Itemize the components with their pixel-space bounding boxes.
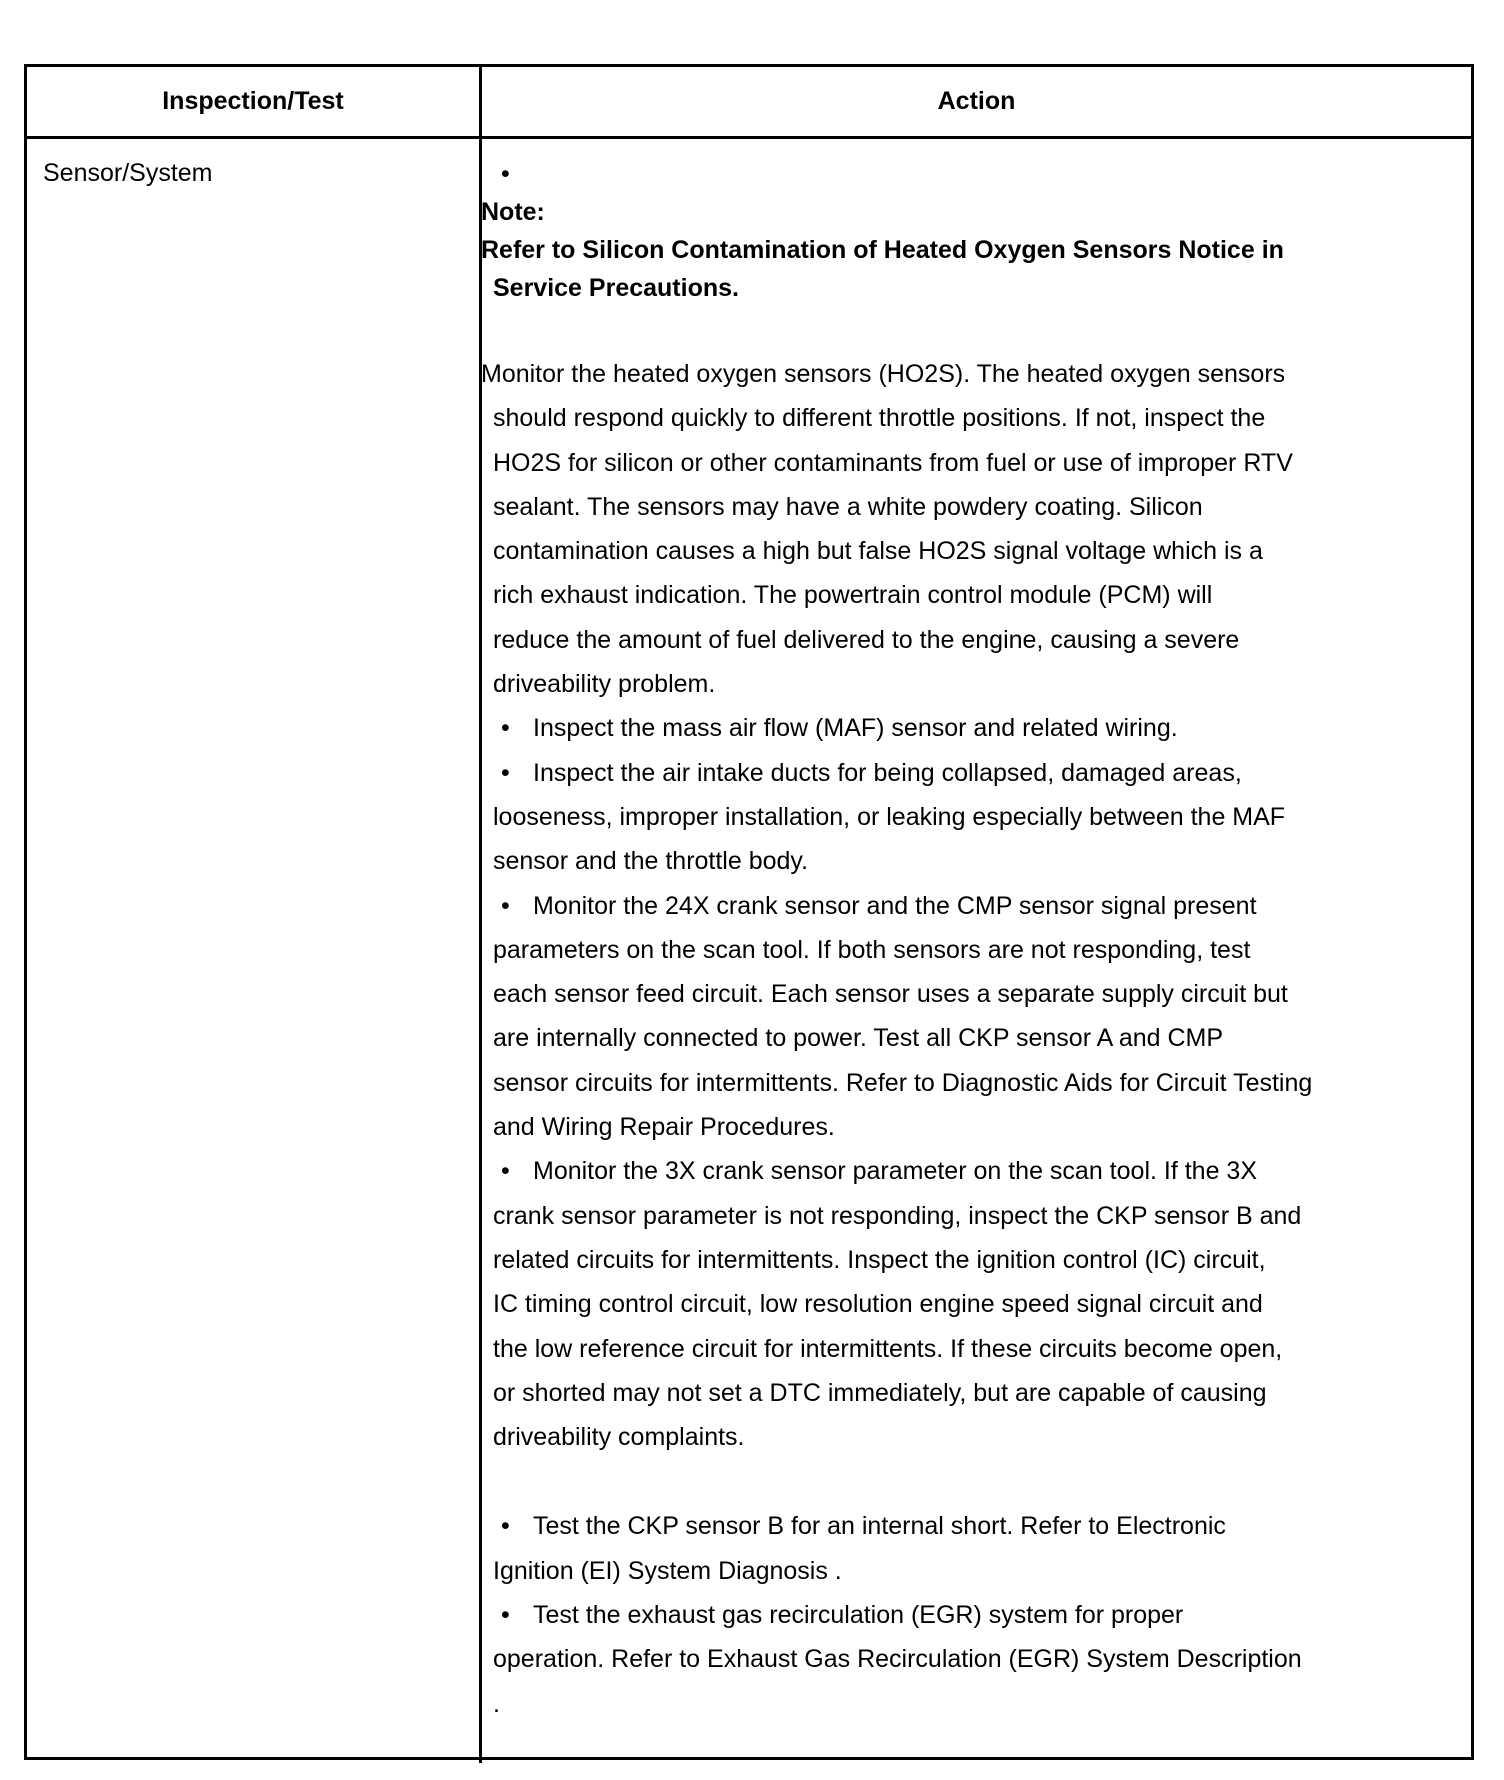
line-text: HO2S for silicon or other contaminants from fuel or use of improper RTV: [493, 448, 1293, 477]
line-text: should respond quickly to different throttle positions. If not, inspect the: [493, 404, 1266, 433]
line-text: looseness, improper installation, or leaking especially between the MAF: [493, 802, 1286, 831]
action-text-line: [481, 1637, 1471, 1681]
inspection-table: [24, 64, 1474, 1760]
header-divider: [27, 136, 1471, 139]
bullet-icon: •: [501, 1601, 510, 1630]
line-text: contamination causes a high but false HO2S signal voltage which is a: [493, 537, 1263, 566]
action-text-line: [481, 485, 1471, 529]
action-text-line: [481, 928, 1471, 972]
inspection-cell: Sensor/System: [43, 159, 213, 187]
line-text: Inspect the mass air flow (MAF) sensor and related wiring.: [533, 714, 1178, 743]
line-text: crank sensor parameter is not responding, inspect the CKP sensor B and: [493, 1201, 1302, 1230]
line-text: driveability complaints.: [493, 1423, 745, 1452]
line-text: reduce the amount of fuel delivered to the engine, causing a severe: [493, 625, 1240, 654]
bullet-icon: •: [501, 714, 510, 743]
bullet-line: [481, 1504, 1471, 1548]
line-text: are internally connected to power. Test all CKP sensor A and CMP: [493, 1024, 1224, 1053]
bullet-icon: •: [501, 1512, 510, 1541]
action-text-line: [481, 1238, 1471, 1282]
line-text: Inspect the air intake ducts for being collapsed, damaged areas,: [533, 758, 1242, 787]
bullet-line: [481, 155, 1471, 193]
action-text-line: [481, 352, 1471, 396]
line-text: Monitor the heated oxygen sensors (HO2S). The heated oxygen sensors: [481, 360, 1286, 388]
action-text-line: [481, 396, 1471, 440]
bullet-line: [481, 751, 1471, 795]
line-text: Monitor the 3X crank sensor parameter on the scan tool. If the 3X: [533, 1157, 1257, 1186]
bullet-icon: •: [501, 1157, 510, 1186]
line-text: operation. Refer to Exhaust Gas Recirculation (EGR) System Description: [493, 1645, 1302, 1674]
action-text-line: [481, 972, 1471, 1016]
action-text-line: [481, 662, 1471, 706]
bullet-icon: •: [501, 891, 510, 920]
line-text: Service Precautions.: [493, 274, 739, 302]
action-text-line: [481, 1105, 1471, 1149]
line-text: each sensor feed circuit. Each sensor uses a separate supply circuit but: [493, 980, 1288, 1009]
bullet-icon: •: [501, 758, 510, 787]
line-text: .: [493, 1689, 500, 1718]
action-text-line: [481, 1459, 1471, 1504]
note-line: [481, 231, 1471, 269]
action-text-line: [481, 1549, 1471, 1593]
note-line: [481, 193, 1471, 231]
action-text-line: [481, 839, 1471, 883]
line-text: Ignition (EI) System Diagnosis .: [493, 1556, 842, 1585]
line-text: driveability problem.: [493, 670, 716, 699]
line-text: Note:: [481, 198, 545, 226]
action-text-line: [481, 1282, 1471, 1326]
line-text: and Wiring Repair Procedures.: [493, 1113, 835, 1142]
note-line: [481, 269, 1471, 307]
action-text-line: [481, 1016, 1471, 1060]
action-text-line: [481, 573, 1471, 617]
header-inspection-test: Inspection/Test: [162, 87, 344, 115]
action-text-line: [481, 1682, 1471, 1726]
action-text-line: [481, 441, 1471, 485]
line-text: Test the exhaust gas recirculation (EGR) system for proper: [533, 1601, 1184, 1630]
action-cell: [481, 155, 1471, 1726]
line-text: the low reference circuit for intermittents. If these circuits become open,: [493, 1334, 1283, 1363]
line-text: sensor and the throttle body.: [493, 847, 809, 876]
line-text: rich exhaust indication. The powertrain control module (PCM) will: [493, 581, 1213, 610]
action-text-line: [481, 1194, 1471, 1238]
action-text-line: [481, 618, 1471, 662]
action-text-line: [481, 1371, 1471, 1415]
line-text: sealant. The sensors may have a white powdery coating. Silicon: [493, 492, 1203, 521]
action-text-line: [481, 529, 1471, 573]
action-text-line: [481, 307, 1471, 352]
bullet-line: [481, 1593, 1471, 1637]
line-text: Refer to Silicon Contamination of Heated Oxygen Sensors Notice in: [481, 236, 1284, 264]
line-text: parameters on the scan tool. If both sensors are not responding, test: [493, 935, 1251, 964]
line-text: sensor circuits for intermittents. Refer to Diagnostic Aids for Circuit Testing: [493, 1068, 1313, 1097]
line-text: Test the CKP sensor B for an internal short. Refer to Electronic: [533, 1512, 1226, 1541]
bullet-icon: •: [501, 160, 510, 188]
action-text-line: [481, 1415, 1471, 1459]
bullet-line: [481, 706, 1471, 750]
action-text-line: [481, 1061, 1471, 1105]
action-text-line: [481, 795, 1471, 839]
header-action: Action: [937, 87, 1016, 115]
bullet-line: [481, 884, 1471, 928]
line-text: or shorted may not set a DTC immediately, but are capable of causing: [493, 1378, 1267, 1407]
line-text: Monitor the 24X crank sensor and the CMP sensor signal present: [533, 891, 1257, 920]
line-text: IC timing control circuit, low resolution engine speed signal circuit and: [493, 1290, 1263, 1319]
line-text: related circuits for intermittents. Inspect the ignition control (IC) circuit,: [493, 1245, 1266, 1274]
bullet-line: [481, 1149, 1471, 1193]
action-text-line: [481, 1327, 1471, 1371]
